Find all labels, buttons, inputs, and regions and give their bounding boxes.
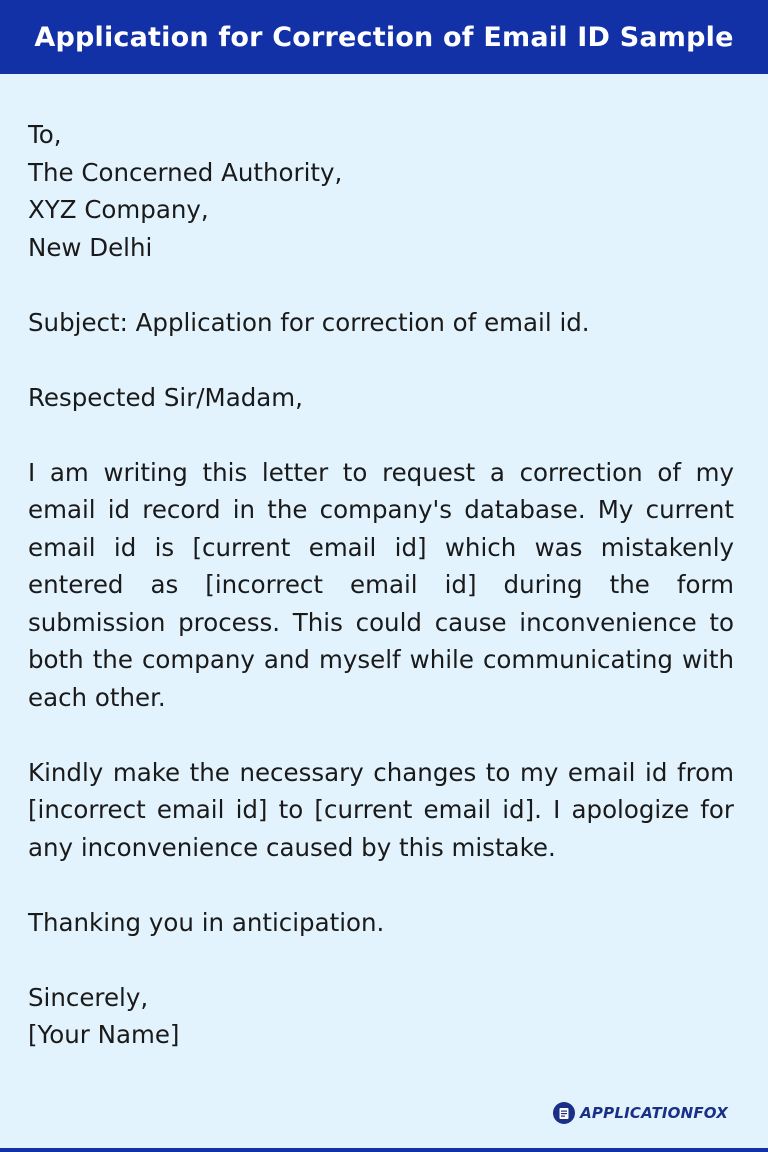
address-line: New Delhi [28,232,153,262]
page-title: Application for Correction of Email ID Sample [34,21,734,53]
address-line: To, [28,120,62,149]
address-line: XYZ Company, [28,195,209,224]
signature-name: [Your Name] [28,1020,180,1049]
signature-block [28,979,734,1054]
signoff: Sincerely, [28,982,149,1012]
bottom-rule [0,1148,768,1152]
page-header [0,0,768,74]
document-icon [553,1102,575,1124]
letter-body [28,116,734,1091]
letter-salutation: Respected Sir/Madam, [28,382,303,412]
body-paragraph: I am writing this letter to request a correction of my email id record in the company's database. My current email id is [current email id] which was mistakenly entered as [incorrect email id] during the form submission process. This could cause inconvenience to both the company and myself while communicating with each other. [28,457,734,712]
body-paragraph: Kindly make the necessary changes to my email id from [incorrect email id] to [current email id]. I apologize for any inconvenience caused by this mistake. [28,757,734,862]
address-line: The Concerned Authority, [28,157,343,187]
letter-subject: Subject: Application for correction of email id. [28,307,590,337]
closing-line: Thanking you in anticipation. [28,907,385,937]
recipient-address [28,116,734,266]
brand-logo [553,1102,728,1124]
logo-text: APPLICATIONFOX [580,1104,728,1122]
